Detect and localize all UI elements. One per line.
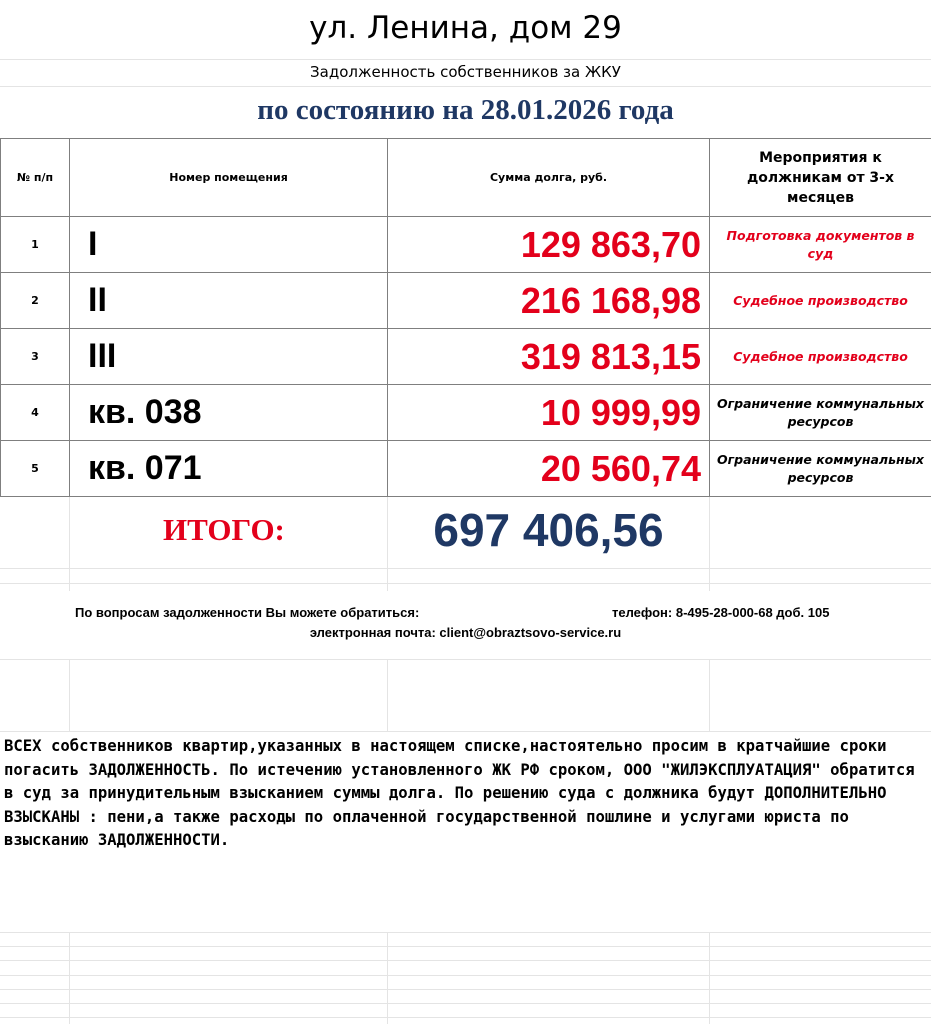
debt-action: Судебное производство (710, 273, 931, 329)
table-row (1, 217, 931, 273)
debt-notice: ВСЕХ собственников квартир,указанных в настоящем списке,настоятельно просим в кратчайшие сроки погасить ЗАДОЛЖЕННОСТЬ. По истечению установленного ЖК РФ сроком, ООО "ЖИЛЭКСПЛУАТАЦИЯ" обратится в суд за принудительным взысканием суммы долга. По решению суда с должника будут ДОПОЛНИТЕЛЬНО ВЗЫСКАНЫ : пени,а также расходы по оплаченной государственной пошлине и услугами юриста по взысканию ЗАДОЛЖЕННОСТИ. (4, 737, 915, 849)
debt-amount: 20 560,74 (388, 441, 710, 497)
room-number: II (70, 273, 388, 329)
room-number: III (70, 329, 388, 385)
row-number: 4 (1, 385, 70, 441)
debt-amount: 129 863,70 (388, 217, 710, 273)
debt-action: Судебное производство (710, 329, 931, 385)
address-title: ул. Ленина, дом 29 (309, 10, 622, 46)
row-number: 1 (1, 217, 70, 273)
debt-amount: 10 999,99 (388, 385, 710, 441)
row-number: 2 (1, 273, 70, 329)
total-label: ИТОГО: (163, 512, 285, 547)
report-subtitle: Задолженность собственников за ЖКУ (310, 63, 621, 81)
debt-table (0, 138, 931, 497)
col-header-num: № п/п (1, 139, 70, 217)
debt-amount: 319 813,15 (388, 329, 710, 385)
room-number: I (70, 217, 388, 273)
col-header-room: Номер помещения (70, 139, 388, 217)
table-row (1, 273, 931, 329)
room-number: кв. 071 (70, 441, 388, 497)
contact-email: электронная почта: client@obraztsovo-service.ru (309, 625, 622, 640)
total-value: 697 406,56 (433, 504, 664, 556)
row-number: 5 (1, 441, 70, 497)
contact-phone: телефон: 8-495-28-000-68 доб. 105 (612, 605, 830, 620)
table-row (1, 329, 931, 385)
debt-action: Подготовка документов в суд (710, 217, 931, 273)
row-number: 3 (1, 329, 70, 385)
col-header-action: Мероприятия к должникам от 3-х месяцев (710, 139, 931, 217)
col-header-amount: Сумма долга, руб. (388, 139, 710, 217)
table-row (1, 385, 931, 441)
debt-action: Ограничение коммунальных ресурсов (710, 385, 931, 441)
table-header-row (1, 139, 931, 217)
room-number: кв. 038 (70, 385, 388, 441)
as-of-date: по состоянию на 28.01.2026 года (257, 94, 674, 126)
table-row (1, 441, 931, 497)
contact-intro: По вопросам задолженности Вы можете обратиться: (75, 605, 420, 620)
debt-amount: 216 168,98 (388, 273, 710, 329)
debt-action: Ограничение коммунальных ресурсов (710, 441, 931, 497)
